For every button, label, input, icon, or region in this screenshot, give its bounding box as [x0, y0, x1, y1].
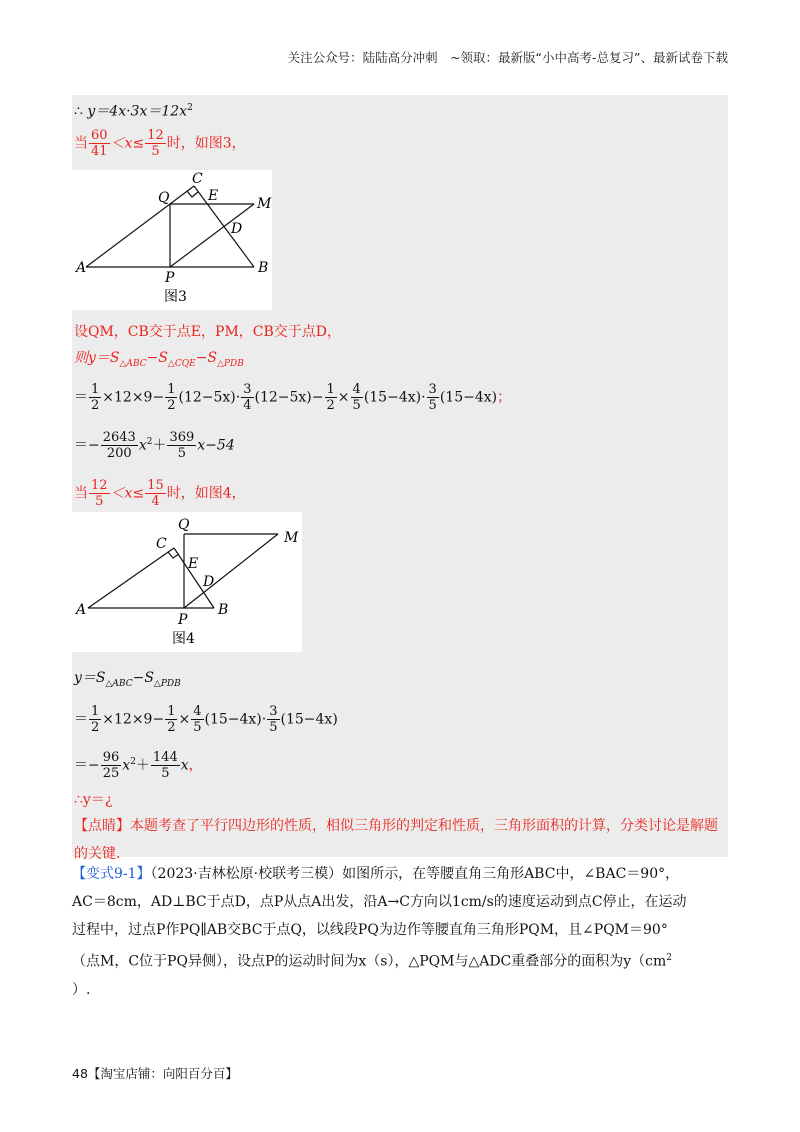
- set-intersections-line: 设QM，CB交于点E，PM，CB交于点D，: [74, 324, 342, 340]
- fig3-caption: 图3: [164, 289, 187, 305]
- therefore-line: ∴y＝¿: [74, 792, 113, 808]
- equation-3: ＝ $\frac{1}{2}$ ×12×9− $\frac{1}{2}$ × $\frac{4}{5}$ (15−4x)· $\frac{3}{5}$ (15−4x): [74, 704, 338, 735]
- then-area-line: 则$y=S_{\triangle ABC}-S_{\triangle CQE}-S_{\triangle PDB}$: [74, 350, 244, 369]
- problem-line-5: ）.: [72, 981, 91, 998]
- problem-line-3: 过程中，过点P作PQ∥AB交BC于点Q，以线段PQ为边作等腰直角三角形PQM，且∠PQM＝90°: [72, 922, 668, 938]
- problem-line-2: AC＝8cm，AD⊥BC于点D，点P从点A出发，沿A→C方向以1cm/s的速度运动到点C停止，在运动: [72, 894, 687, 910]
- line-y-12x2: ∴ $y=4x\cdot 3x=12x^2$: [74, 103, 193, 120]
- equation-4: ＝− $\frac{96}{25}$ $x^2+$ $\frac{144}{5}$ x，: [74, 750, 203, 781]
- fig4-label-e: E: [188, 556, 199, 572]
- equation-1: ＝ $\frac{1}{2}$ ×12×9− $\frac{1}{2}$ (12−5x)· $\frac{3}{4}$ (12−5x)− $\frac{1}{2}$ × $\frac{4}{5}$ (15−4x)· $\frac{3}{5}$ (15−4x)；: [74, 382, 512, 413]
- fig3-label-m: M: [257, 196, 272, 212]
- figure-3-diagram: [72, 170, 272, 310]
- fig4-label-d: D: [203, 574, 215, 590]
- fig4-caption: 图4: [172, 631, 195, 647]
- equation-2: ＝− $\frac{2643}{200}$ $x^2+$ $\frac{369}{5}$ x−54: [74, 430, 235, 461]
- fig3-label-e: E: [208, 188, 219, 204]
- fig4-label-q: Q: [178, 517, 190, 533]
- problem-paragraph: 【变式9-1】（2023·吉林松原·校联考三模）如图所示，在等腰直角三角形ABC中，∠BAC＝90°， AC＝8cm，AD⊥BC于点D，点P从点A出发，沿A→C方向以1cm/s的速度运动到点C停止，在运动 过程中，过点P作PQ∥AB交BC于点Q，以线段PQ为边作等腰直角三角形PQM，且∠PQM＝90° （点M，C位于PQ异侧），设点P的运动时间为x（s），△PQM与△ADC重叠部分的面积为$y(cm^2$ ）.: [72, 860, 732, 1004]
- fig3-label-b: B: [258, 260, 269, 276]
- page-footer: [72, 1064, 238, 1082]
- problem-tag: 【变式9-1】: [72, 866, 151, 882]
- problem-line-1: （2023·吉林松原·校联考三模）如图所示，在等腰直角三角形ABC中，∠BAC＝90°，: [150, 866, 680, 882]
- comment-tag: 【点睛】: [74, 818, 130, 834]
- figure-4: [72, 512, 302, 652]
- fig3-label-c: C: [192, 171, 203, 187]
- fig4-label-a: A: [76, 602, 87, 618]
- case-fig3-condition: 当 $\frac{60}{41}$ ＜x≤ $\frac{12}{5}$ 时，如图3，: [74, 128, 246, 159]
- fig4-label-c: C: [156, 536, 167, 552]
- case-fig4-condition: 当 $\frac{12}{5}$ ＜x≤ $\frac{15}{4}$ 时，如图4，: [74, 478, 246, 509]
- page-header: 关注公众号：陆陆高分冲刺 ~领取：最新版“小中高考-总复习”、最新试卷下载: [287, 50, 728, 65]
- page-number: 48: [72, 1066, 88, 1081]
- fig3-label-d: D: [231, 221, 243, 237]
- figure-3: [72, 170, 272, 310]
- fig4-label-p: P: [178, 612, 188, 628]
- fig4-label-b: B: [218, 602, 229, 618]
- problem-line-4: （点M，C位于PQ异侧），设点P的运动时间为x（s），△PQM与△ADC重叠部分的面积为y（cm: [72, 953, 667, 970]
- fig3-label-a: A: [76, 260, 87, 276]
- fig4-label-m: M: [284, 530, 299, 546]
- fig3-label-p: P: [165, 270, 175, 286]
- comment-text: 本题考查了平行四边形的性质，相似三角形的判定和性质，三角形面积的计算，分类讨论是解题的关键.: [74, 818, 718, 862]
- footer-shop: 【淘宝店铺：向阳百分百】: [87, 1066, 238, 1081]
- fig3-label-q: Q: [158, 190, 170, 206]
- figure-4-diagram: [72, 512, 302, 652]
- y-area-line: $y=S_{\triangle ABC}-S_{\triangle PDB}$: [74, 670, 181, 689]
